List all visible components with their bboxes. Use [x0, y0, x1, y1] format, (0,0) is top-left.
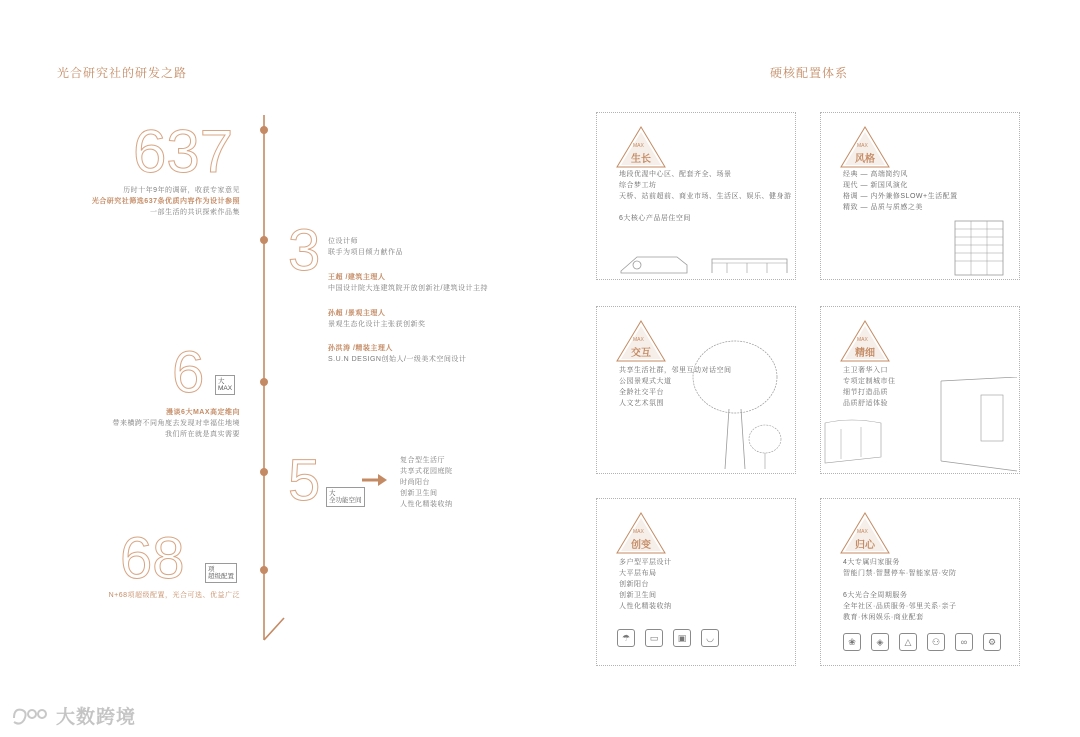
- space-item: 时尚阳台: [400, 479, 430, 486]
- block-6-line1: 漫谈6大MAX高定维向: [166, 409, 240, 416]
- card-line: 人性化精装收纳: [619, 603, 672, 610]
- timeline-dot: [260, 236, 268, 244]
- designer-1-name: 王超 /建筑主理人: [328, 274, 386, 281]
- tag-6-line1: 大: [218, 378, 225, 385]
- interior-sketch-icon: [821, 377, 1019, 473]
- space-item: 人性化精装收纳: [400, 501, 453, 508]
- block-6-line3: 我们所在就是真实需要: [165, 431, 240, 438]
- badge-max-label: MAX: [633, 143, 644, 149]
- card-line: 专项定制城市住: [843, 378, 896, 385]
- card-line: 共享生活社群，邻里互动对话空间: [619, 367, 732, 374]
- block-6-text: [90, 407, 240, 440]
- timeline-dot: [260, 126, 268, 134]
- number-68: 68: [120, 526, 185, 591]
- family-icon: ⚇: [927, 633, 945, 651]
- plant-icon: ❀: [843, 633, 861, 651]
- tag-68-config: [205, 563, 237, 583]
- glasses-icon: ∞: [955, 633, 973, 651]
- space-item: 复合型生活厅: [400, 457, 445, 464]
- card-line: 现代 — 新国风演化: [843, 182, 908, 189]
- card-line: 6大光合全周期服务: [843, 592, 908, 599]
- designer-2-name: 孙超 /景观主理人: [328, 310, 386, 317]
- card-line: 多户型平层设计: [619, 559, 672, 566]
- watermark-text: 大数跨境: [56, 707, 137, 728]
- number-5: 5: [288, 448, 321, 513]
- space-list: [400, 455, 453, 510]
- card-line: 创新阳台: [619, 581, 649, 588]
- badge-max-label: MAX: [857, 529, 868, 535]
- card-line: [619, 202, 792, 213]
- card-line: 格调 — 内外兼修SLOW+生活配置: [843, 193, 958, 200]
- tent-icon: △: [899, 633, 917, 651]
- block-3-intro-line2: 联手为项目倾力献作品: [328, 249, 403, 256]
- space-item: 共享式花园庭院: [400, 468, 453, 475]
- card-text: [619, 557, 672, 612]
- badge-label: 归心: [855, 540, 875, 551]
- block-68-text: [90, 590, 240, 601]
- card-line: 综合梦工坊: [619, 182, 657, 189]
- block-3-intro: [328, 236, 403, 258]
- card-text: [843, 169, 958, 213]
- number-6: 6: [172, 340, 205, 405]
- badge-label: 精细: [855, 348, 875, 359]
- picture-icon: ▣: [673, 629, 691, 647]
- gear-icon: ⚙: [983, 633, 1001, 651]
- card-line: 细节打造品质: [843, 389, 888, 396]
- card-line: 天桥、站前超前、商业市场、生活区、娱乐、健身游: [619, 193, 792, 200]
- block-6-line2: 带来横跨不同角度去发现对幸福住地境: [112, 420, 240, 427]
- badge-max-label: MAX: [633, 337, 644, 343]
- card-line: 经典 — 高端简约风: [843, 171, 908, 178]
- arrow-right-icon: [360, 472, 388, 488]
- sofa-icon: ▭: [645, 629, 663, 647]
- card-line: [843, 579, 957, 590]
- space-item: 创新卫生间: [400, 490, 438, 497]
- card-refinement: [820, 306, 1020, 474]
- badge-label: 交互: [631, 348, 651, 359]
- card-line: 教育·休闲娱乐·商业配套: [843, 614, 924, 621]
- tag-6-line2: MAX: [218, 385, 233, 392]
- icons-row: [617, 629, 719, 647]
- card-text: [843, 557, 957, 623]
- tower-sketch-icon: [949, 217, 1009, 277]
- card-line: 大平层布局: [619, 570, 657, 577]
- card-interaction: [596, 306, 796, 474]
- card-line: 人文艺术氛围: [619, 400, 664, 407]
- number-637: 637: [133, 118, 234, 185]
- designer-3-desc: S.U.N DESIGN创始人/一级美术空间设计: [328, 356, 467, 363]
- designer-2-desc: 景观生态化设计主张获创新奖: [328, 321, 426, 328]
- card-homecoming: [820, 498, 1020, 666]
- card-line: 创新卫生间: [619, 592, 657, 599]
- designer-3: [328, 343, 466, 365]
- tag-68-line2: 超级配置: [208, 573, 234, 580]
- timeline-dot: [260, 566, 268, 574]
- tag-68-line1: 项: [208, 566, 215, 573]
- block-637-line2: 光合研究社筛选637条优质内容作为设计参照: [91, 198, 240, 205]
- tag-5-line1: 大: [329, 490, 336, 497]
- left-title: 光合研究社的研发之路: [57, 66, 188, 80]
- umbrella-icon: ☂: [617, 629, 635, 647]
- tree-sketch-icon: [685, 329, 793, 471]
- badge-max-label: MAX: [857, 143, 868, 149]
- block-637-line1: 历时十年9年的调研，收获专家意见: [123, 187, 240, 194]
- badge-label: 创变: [631, 540, 651, 551]
- tag-6-max: [215, 375, 235, 395]
- card-line: 4大专属归家服务: [843, 559, 900, 566]
- badge-max-label: MAX: [857, 337, 868, 343]
- card-line: 智能门禁·智慧停车·智能家居·安防: [843, 570, 957, 577]
- block-637-text: [90, 185, 240, 218]
- card-line: 精致 — 品质与质感之美: [843, 204, 923, 211]
- icons-row: [843, 633, 1001, 651]
- right-title: 硬核配置体系: [770, 66, 849, 80]
- badge-label: 生长: [631, 154, 651, 165]
- timeline-line: [250, 110, 290, 650]
- shield-icon: ◈: [871, 633, 889, 651]
- card-line: 6大核心产品居住空间: [619, 215, 691, 222]
- tag-5-line2: 全功能空间: [329, 497, 362, 504]
- designer-1: [328, 272, 488, 294]
- badge-max-label: MAX: [633, 529, 644, 535]
- tag-5-space: [326, 487, 365, 507]
- number-3: 3: [288, 218, 321, 283]
- card-text: [619, 169, 792, 224]
- card-line: 全年社区·品质服务·邻里关系·亲子: [843, 603, 957, 610]
- card-innovation: [596, 498, 796, 666]
- watermark-logo-icon: [10, 704, 50, 728]
- card-line: 全龄社交平台: [619, 389, 664, 396]
- badge-label: 风格: [855, 154, 875, 165]
- block-3-intro-line1: 位设计师: [328, 238, 358, 245]
- card-line: 地段优渥中心区、配套齐全、场景: [619, 171, 732, 178]
- card-line: 品质舒适体验: [843, 400, 888, 407]
- card-style: [820, 112, 1020, 280]
- designer-3-name: 孙洪涛 /精装主理人: [328, 345, 393, 352]
- timeline-dot: [260, 378, 268, 386]
- block-68-line1: N+68项超级配置，光合可选、优益广泛: [108, 592, 240, 599]
- bathtub-icon: ◡: [701, 629, 719, 647]
- designer-2: [328, 308, 426, 330]
- card-line: 主卫奢华入口: [843, 367, 888, 374]
- timeline-dot: [260, 468, 268, 476]
- designer-1-desc: 中国设计院大连建筑院开放创新社/建筑设计主持: [328, 285, 488, 292]
- card-line: 公园景观式大道: [619, 378, 672, 385]
- card-growth: [596, 112, 796, 280]
- watermark: [10, 702, 136, 729]
- block-637-line3: 一部生活的共识探索作品集: [150, 209, 240, 216]
- building-sketch-icon: [617, 243, 792, 277]
